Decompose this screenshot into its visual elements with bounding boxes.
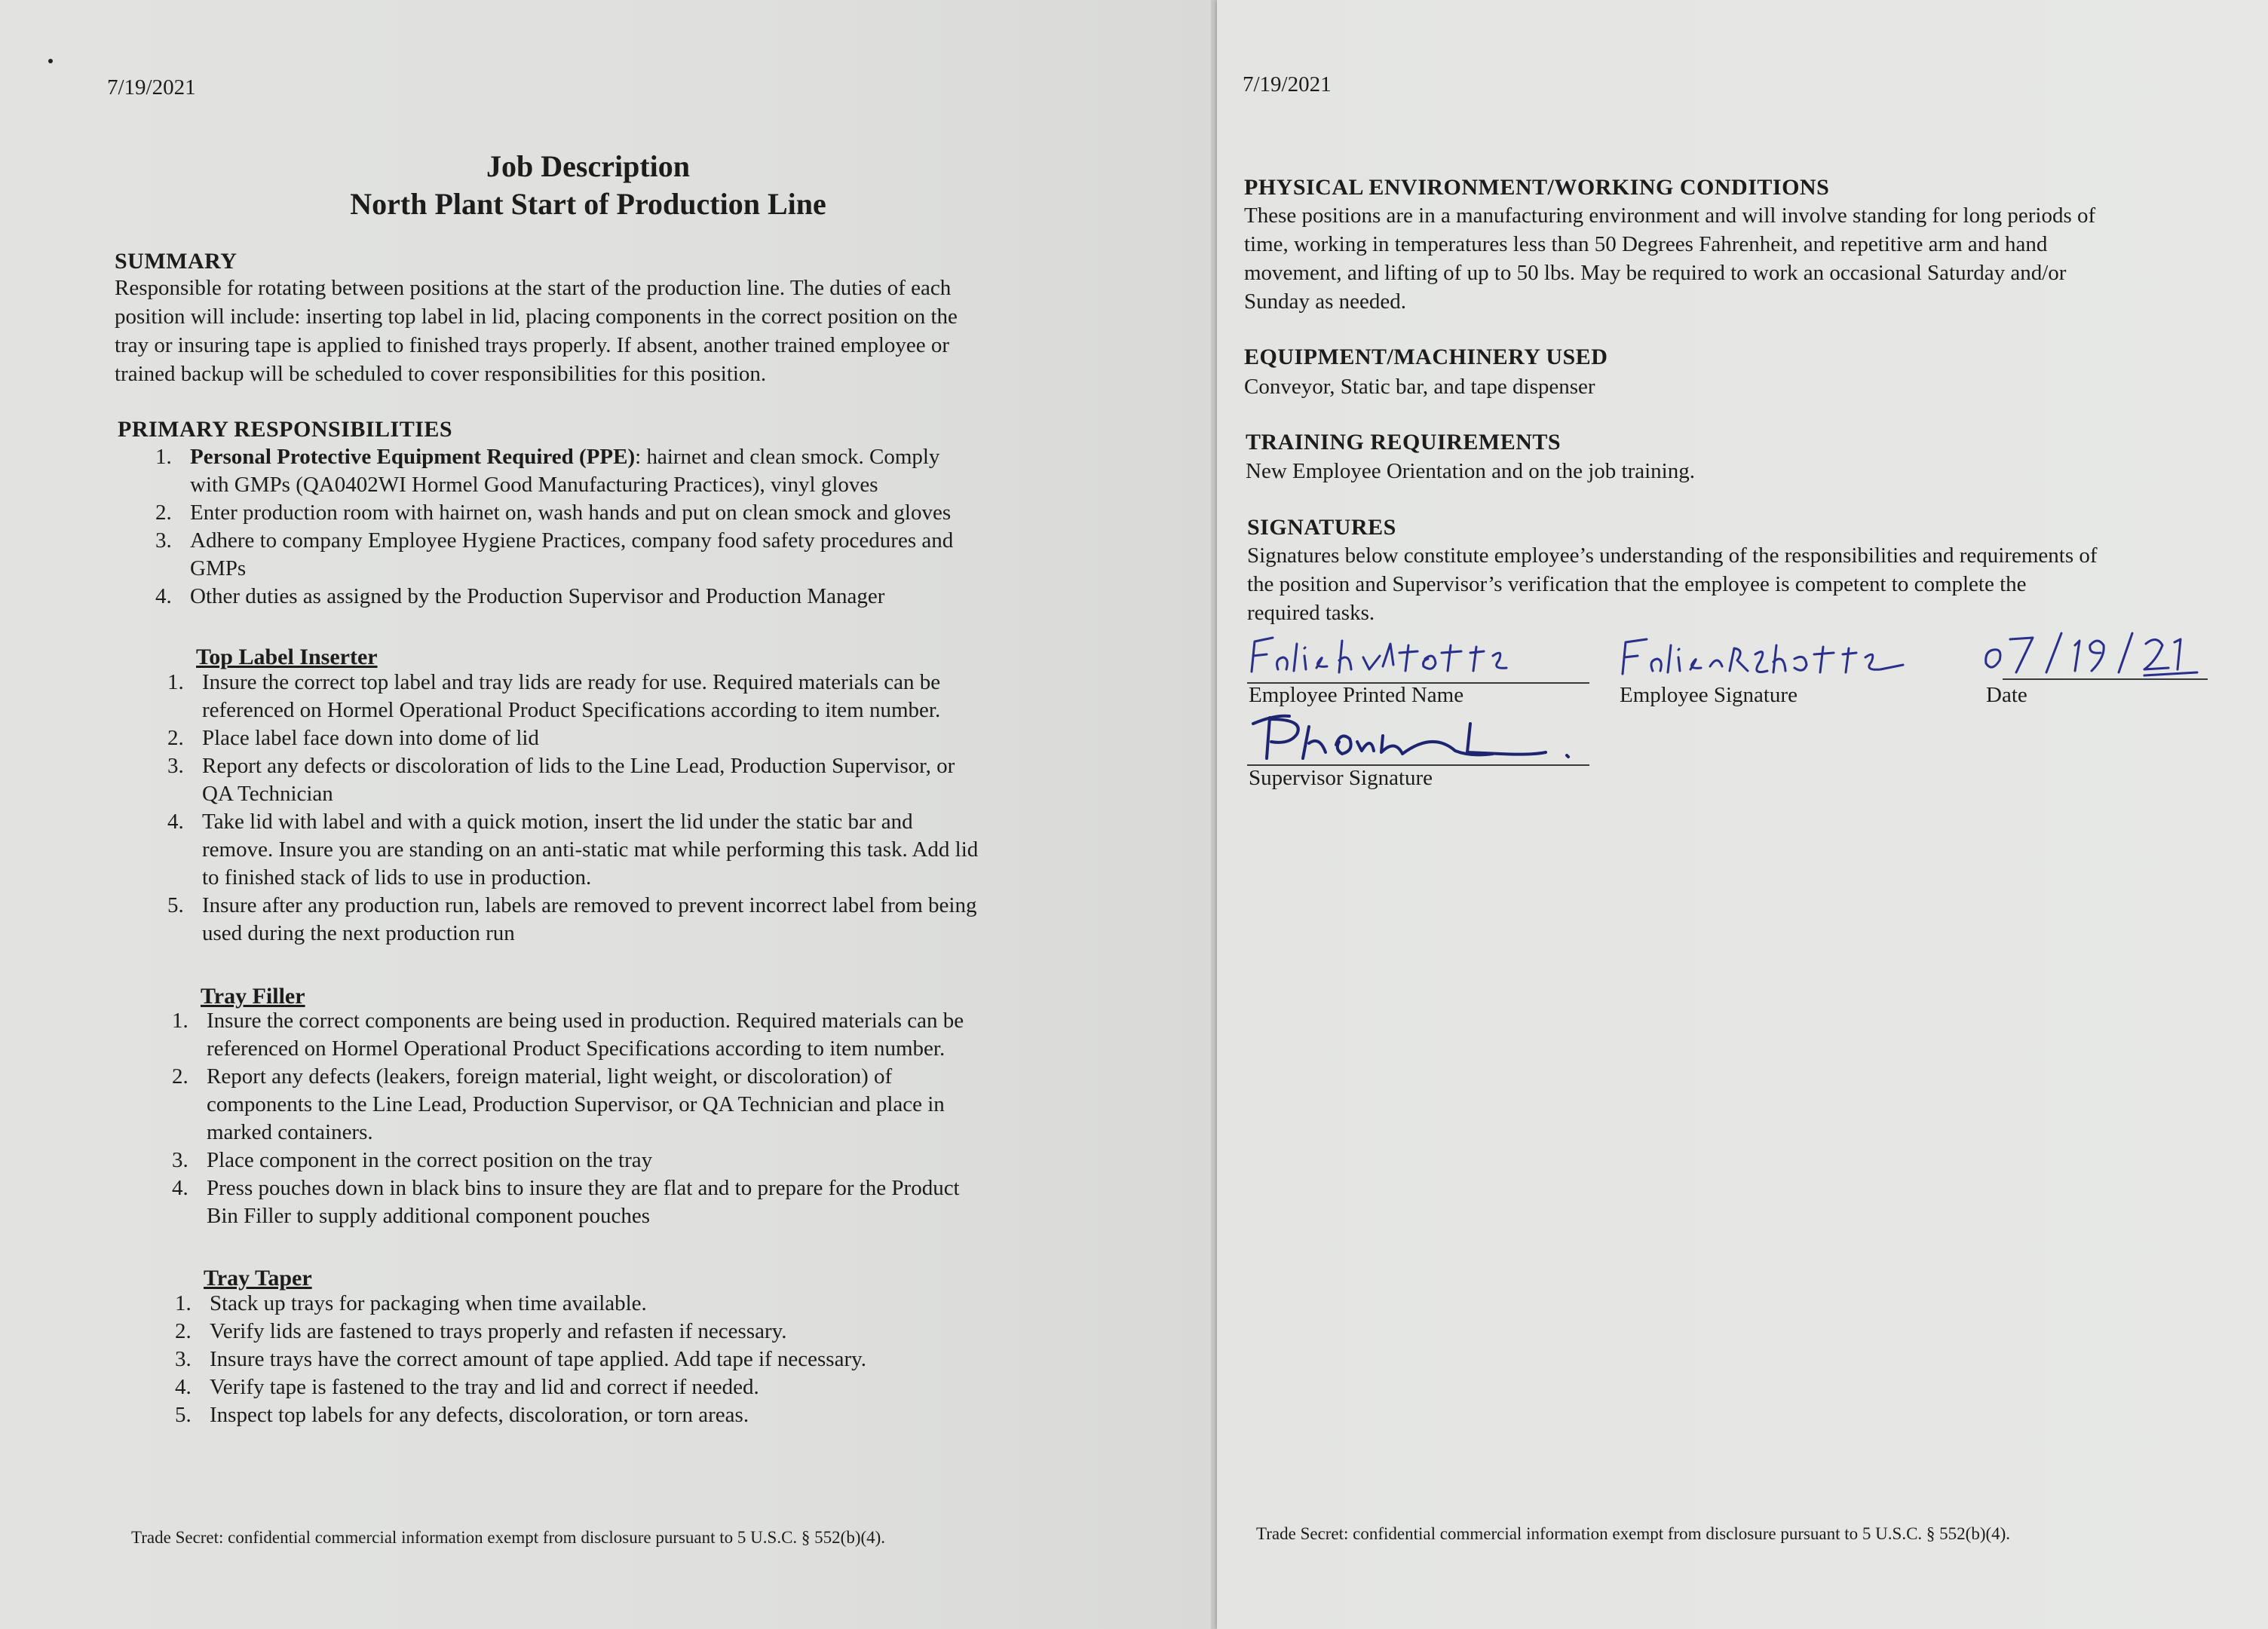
item-text: Insure the correct components are being used in production. Required materials can be <box>207 1009 964 1033</box>
list-item <box>172 1147 1182 1174</box>
right-footer: Trade Secret: confidential commercial information exempt from disclosure pursuant to 5 U.S.C. § 552(b)(4). <box>1256 1524 2011 1543</box>
signatures-heading: SIGNATURES <box>1247 515 1396 540</box>
tray-filler-list <box>172 1007 1182 1230</box>
item-text: referenced on Hormel Operational Product Specifications according to item number. <box>202 698 941 722</box>
list-item <box>167 892 1178 948</box>
date-label: Date <box>1986 683 2027 707</box>
item-number: 3. <box>172 1148 188 1172</box>
list-item <box>175 1373 1185 1401</box>
left-date: 7/19/2021 <box>107 75 196 100</box>
item-text: Adhere to company Employee Hygiene Practices, company food safety procedures and <box>190 528 954 553</box>
item-number: 2. <box>167 726 184 750</box>
item-text: Enter production room with hairnet on, wash hands and put on clean smock and gloves <box>190 501 952 525</box>
list-item <box>155 443 1158 499</box>
item-text: Verify tape is fastened to the tray and lid and correct if needed. <box>210 1375 759 1399</box>
item-number: 3. <box>175 1347 192 1371</box>
summary-text <box>115 274 1170 388</box>
item-number: 4. <box>167 810 184 834</box>
equipment-text: Conveyor, Static bar, and tape dispenser <box>1244 375 1595 399</box>
item-text: referenced on Hormel Operational Product Specifications according to item number. <box>207 1036 946 1061</box>
top-label-list <box>167 669 1178 948</box>
list-item <box>155 499 1158 527</box>
item-number: 1. <box>172 1009 188 1033</box>
item-text: remove. Insure you are standing on an anti-static mat while performing this task. Add lid <box>202 837 979 862</box>
list-item <box>175 1401 1185 1429</box>
title-line-2: North Plant Start of Production Line <box>350 187 826 221</box>
ppe-bold: Personal Protective Equipment Required (PPE) <box>190 445 636 469</box>
list-item <box>175 1318 1185 1346</box>
list-item <box>167 724 1178 752</box>
item-text: Place component in the correct position on the tray <box>207 1148 653 1172</box>
tray-taper-list <box>175 1290 1185 1429</box>
summary-line: position will include: inserting top label in lid, placing components in the correct position on the <box>115 305 958 329</box>
item-number: 4. <box>172 1176 188 1200</box>
list-item <box>167 808 1178 892</box>
doc-title <box>226 148 950 223</box>
item-text: Verify lids are fastened to trays properly and refasten if necessary. <box>210 1319 787 1343</box>
item-text: Place label face down into dome of lid <box>202 726 539 750</box>
item-text: used during the next production run <box>202 921 515 945</box>
item-text: Insure trays have the correct amount of tape applied. Add tape if necessary. <box>210 1347 866 1371</box>
supervisor-signature-handwriting <box>1244 709 1598 769</box>
summary-line: trained backup will be scheduled to cover responsibilities for this position. <box>115 362 767 386</box>
list-item <box>172 1007 1182 1063</box>
list-item <box>155 527 1158 583</box>
item-text: Take lid with label and with a quick motion, insert the lid under the static bar and <box>202 810 913 834</box>
item-text: Press pouches down in black bins to insure they are flat and to prepare for the Product <box>207 1176 960 1200</box>
item-text: Bin Filler to supply additional component pouches <box>207 1204 650 1228</box>
right-date: 7/19/2021 <box>1243 72 1332 96</box>
list-item <box>167 752 1178 808</box>
primary-list <box>155 443 1158 611</box>
item-text: Report any defects (leakers, foreign material, light weight, or discoloration) of <box>207 1064 893 1089</box>
page-gutter <box>1211 0 1217 1629</box>
item-text: to finished stack of lids to use in production. <box>202 865 592 890</box>
signatures-line: the position and Supervisor’s verification that the employee is competent to complete the <box>1247 572 2027 596</box>
training-text: New Employee Orientation and on the job training. <box>1246 459 1695 483</box>
physical-line: time, working in temperatures less than 50 Degrees Fahrenheit, and repetitive arm and hand <box>1244 232 2048 256</box>
physical-line: movement, and lifting of up to 50 lbs. May be required to work an occasional Saturday and/or <box>1244 261 2067 285</box>
physical-line: These positions are in a manufacturing environment and will involve standing for long periods of <box>1244 204 2096 228</box>
item-number: 5. <box>175 1403 192 1427</box>
signatures-line: required tasks. <box>1247 601 1375 625</box>
list-item <box>167 669 1178 724</box>
item-number: 1. <box>167 670 184 694</box>
date-line <box>2003 678 2208 680</box>
printed-name-handwriting <box>1244 630 1568 683</box>
item-number: 3. <box>155 528 172 553</box>
item-text: Stack up trays for packaging when time available. <box>210 1291 647 1315</box>
left-footer: Trade Secret: confidential commercial information exempt from disclosure pursuant to 5 U.S.C. § 552(b)(4). <box>131 1528 886 1547</box>
physical-text <box>1244 201 2247 316</box>
summary-line: tray or insuring tape is applied to finished trays properly. If absent, another trained employee or <box>115 333 950 357</box>
tray-filler-heading: Tray Filler <box>201 984 305 1009</box>
list-item <box>172 1174 1182 1230</box>
tray-taper-heading: Tray Taper <box>204 1266 312 1291</box>
employee-signature-handwriting <box>1617 632 1933 684</box>
item-text: Insure after any production run, labels are removed to prevent incorrect label from being <box>202 893 977 917</box>
summary-line: Responsible for rotating between positions at the start of the production line. The duties of each <box>115 276 952 300</box>
item-text: marked containers. <box>207 1120 373 1144</box>
item-number: 4. <box>175 1375 192 1399</box>
date-handwriting <box>1971 627 2212 680</box>
printed-name-label: Employee Printed Name <box>1249 683 1464 707</box>
summary-heading: SUMMARY <box>115 249 238 274</box>
list-item <box>175 1346 1185 1373</box>
physical-heading: PHYSICAL ENVIRONMENT/WORKING CONDITIONS <box>1244 175 1830 200</box>
signatures-line: Signatures below constitute employee’s understanding of the responsibilities and requirements of <box>1247 544 2098 568</box>
list-item <box>155 583 1158 611</box>
item-number: 2. <box>175 1319 192 1343</box>
item-number: 3. <box>167 754 184 778</box>
top-label-heading: Top Label Inserter <box>196 645 378 669</box>
training-heading: TRAINING REQUIREMENTS <box>1246 430 1562 455</box>
punch-dot <box>48 59 53 63</box>
employee-signature-label: Employee Signature <box>1620 683 1798 707</box>
item-text: Inspect top labels for any defects, discoloration, or torn areas. <box>210 1403 749 1427</box>
item-text: QA Technician <box>202 782 333 806</box>
signatures-text <box>1247 541 2257 627</box>
item-text: Report any defects or discoloration of lids to the Line Lead, Production Supervisor, or <box>202 754 955 778</box>
item-text: components to the Line Lead, Production Supervisor, or QA Technician and place in <box>207 1092 945 1116</box>
equipment-heading: EQUIPMENT/MACHINERY USED <box>1244 344 1608 369</box>
item-text: : hairnet and clean smock. Comply <box>635 445 940 469</box>
item-text: Other duties as assigned by the Production Supervisor and Production Manager <box>190 584 885 608</box>
item-text: with GMPs (QA0402WI Hormel Good Manufacturing Practices), vinyl gloves <box>190 473 878 497</box>
list-item <box>175 1290 1185 1318</box>
item-number: 1. <box>175 1291 192 1315</box>
item-number: 2. <box>155 501 172 525</box>
title-line-1: Job Description <box>486 149 690 183</box>
item-number: 5. <box>167 893 184 917</box>
item-number: 4. <box>155 584 172 608</box>
item-number: 2. <box>172 1064 188 1089</box>
supervisor-signature-label: Supervisor Signature <box>1249 766 1433 790</box>
item-text: Insure the correct top label and tray lids are ready for use. Required materials can be <box>202 670 941 694</box>
item-number: 1. <box>155 445 172 469</box>
physical-line: Sunday as needed. <box>1244 289 1407 314</box>
item-text: GMPs <box>190 556 247 580</box>
list-item <box>172 1063 1182 1147</box>
primary-heading: PRIMARY RESPONSIBILITIES <box>118 417 453 442</box>
right-page <box>1217 0 2268 1629</box>
